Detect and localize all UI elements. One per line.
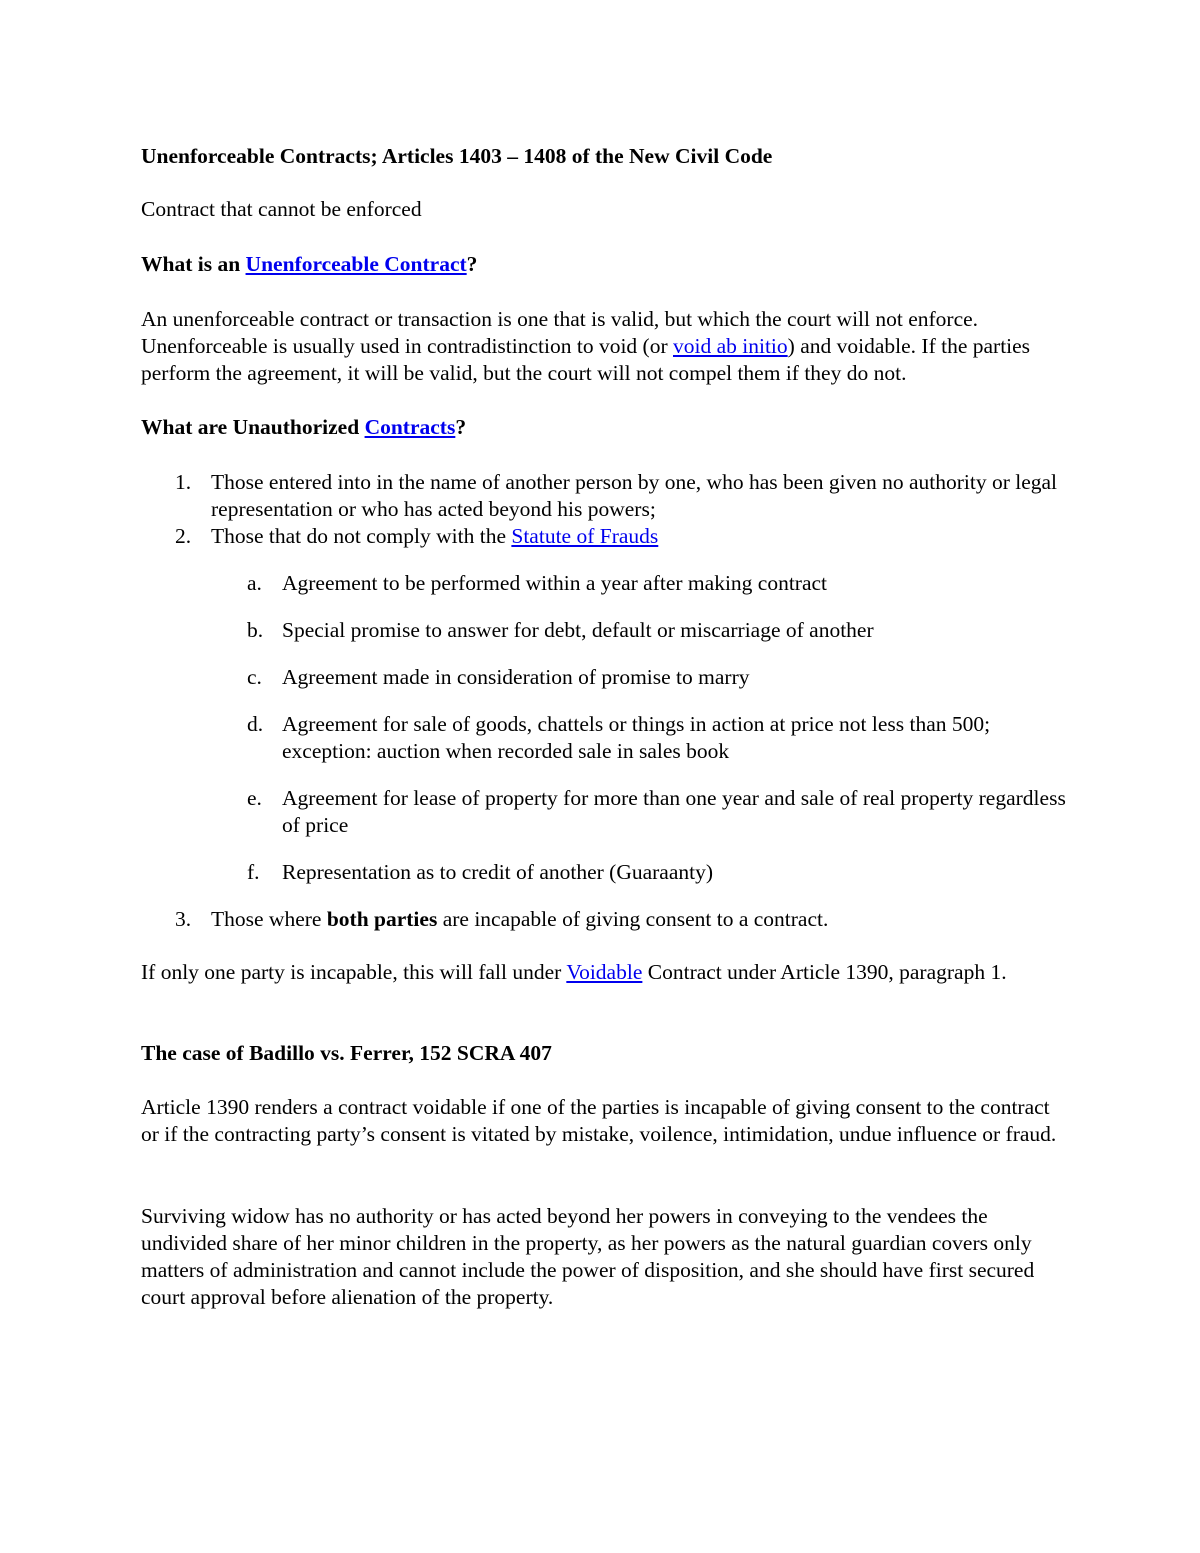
question-prefix: What is an: [141, 252, 246, 276]
void-ab-initio-link[interactable]: void ab initio: [673, 334, 788, 358]
voidable-paragraph: [141, 959, 1041, 986]
article-1390-paragraph: Article 1390 renders a contract voidable if one of the parties is incapable of giving consent to the contract or if the contracting party’s consent is vitated by mistake, voilence, intimidation, undue influence or fraud.: [141, 1095, 1057, 1146]
question-unauthorized-contracts: [141, 414, 466, 441]
sublist-text: Agreement to be performed within a year after making contract: [282, 571, 828, 595]
sublist-item: [141, 617, 1071, 644]
sublist-text: Agreement for lease of property for more than one year and sale of real property regardless of price: [282, 786, 1066, 837]
sublist-text: Special promise to answer for debt, default or miscarriage of another: [282, 618, 874, 642]
list-item-emphasis: both parties: [326, 907, 438, 931]
surviving-widow-paragraph: Surviving widow has no authority or has acted beyond her powers in conveying to the vendees the undivided share of her minor children in the property, as her powers as the natural guardian covers only matters of administration and cannot include the power of disposition, and she should have first secured court approval before alienation of the property.: [141, 1204, 1035, 1309]
list-item: [141, 523, 1071, 886]
sublist-text: Agreement for sale of goods, chattels or things in action at price not less than 500; exception: auction when recorded sale in sales book: [282, 712, 991, 763]
statute-of-frauds-link[interactable]: Statute of Frauds: [511, 524, 659, 548]
sublist-item: [141, 711, 1071, 765]
list-item-text: Those entered into in the name of another person by one, who has been given no authority or legal representation or who has acted beyond his powers;: [211, 470, 1058, 521]
list-item-text: Those where: [211, 907, 327, 931]
definition-text-a: An unenforceable contract or transaction is one that is valid, but which the court will not enforce. Unenforceable is usually used in contradistinction to void (or: [141, 307, 979, 358]
statute-of-frauds-sublist: [211, 570, 1071, 886]
question-prefix: What are Unauthorized: [141, 415, 365, 439]
sublist-item: [141, 570, 1071, 597]
voidable-text-a: If only one party is incapable, this will fall under: [141, 960, 567, 984]
sublist-item: [141, 785, 1071, 839]
question-suffix: ?: [466, 252, 478, 276]
unauthorized-contracts-list: [141, 469, 1071, 933]
case-heading: The case of Badillo vs. Ferrer, 152 SCRA 407: [141, 1041, 552, 1065]
list-number: 2.: [175, 524, 192, 548]
list-item-text: Those that do not comply with the: [211, 524, 512, 548]
voidable-link[interactable]: Voidable: [566, 960, 643, 984]
sublist-text: Agreement made in consideration of promise to marry: [282, 665, 750, 689]
sublist-item: [141, 664, 1071, 691]
list-number: 3.: [175, 907, 192, 931]
unenforceable-contract-link[interactable]: Unenforceable Contract: [245, 252, 467, 276]
document-title: Unenforceable Contracts; Articles 1403 – 1408 of the New Civil Code: [141, 144, 773, 168]
voidable-text-b: Contract under Article 1390, paragraph 1.: [642, 960, 1007, 984]
sublist-letter: c.: [247, 665, 262, 689]
definition-text-b: ) and voidable. If the parties perform the agreement, it will be valid, but the court will not compel them if they do not.: [141, 334, 1031, 385]
sublist-letter: a.: [247, 571, 262, 595]
list-item: [141, 469, 1071, 523]
question-suffix: ?: [455, 415, 467, 439]
sublist-letter: b.: [247, 618, 264, 642]
definition-paragraph: [141, 306, 1071, 387]
sublist-item: [141, 859, 1071, 886]
subtitle: Contract that cannot be enforced: [141, 197, 422, 221]
sublist-text: Representation as to credit of another (Guaraanty): [282, 860, 714, 884]
question-what-is-unenforceable: [141, 251, 477, 278]
sublist-letter: d.: [247, 712, 264, 736]
list-item: [141, 906, 1071, 933]
contracts-link[interactable]: Contracts: [364, 415, 456, 439]
sublist-letter: f.: [247, 860, 260, 884]
list-number: 1.: [175, 470, 192, 494]
sublist-letter: e.: [247, 786, 262, 810]
list-item-text: are incapable of giving consent to a contract.: [437, 907, 829, 931]
